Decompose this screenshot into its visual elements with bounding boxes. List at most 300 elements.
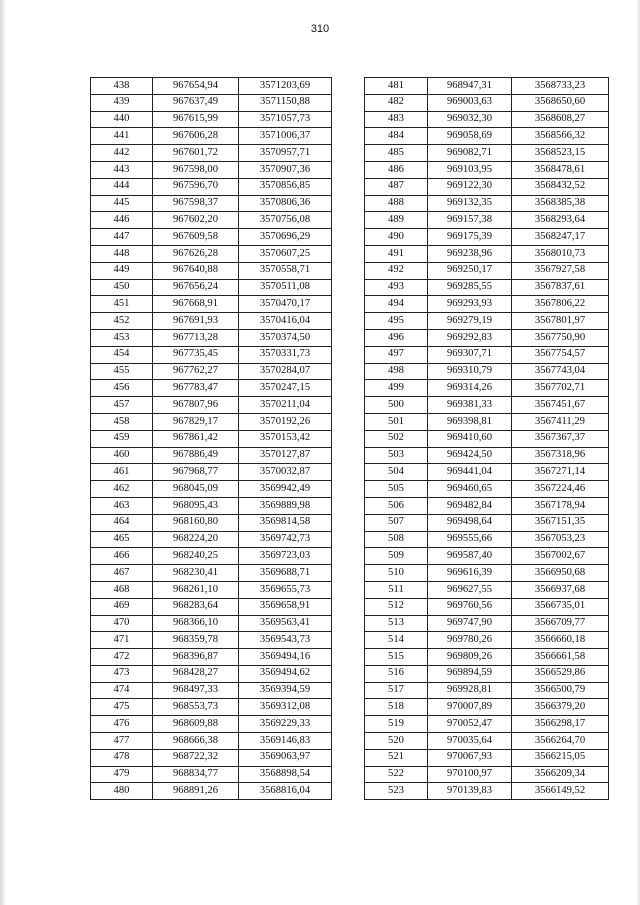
x-coordinate-cell: 969616,39 (428, 565, 512, 582)
x-coordinate-cell: 967615,99 (153, 111, 239, 128)
y-coordinate-cell: 3568293,64 (512, 212, 609, 229)
point-number-cell: 489 (365, 212, 428, 229)
y-coordinate-cell: 3570331,73 (239, 346, 332, 363)
x-coordinate-cell: 968045,09 (153, 481, 239, 498)
table-row (365, 733, 609, 750)
x-coordinate-cell: 968160,80 (153, 514, 239, 531)
y-coordinate-cell: 3568898,54 (239, 766, 332, 783)
point-number-cell: 468 (91, 581, 153, 598)
y-coordinate-cell: 3567367,37 (512, 430, 609, 447)
table-row (91, 531, 332, 548)
y-coordinate-cell: 3570696,29 (239, 229, 332, 246)
table-row (365, 111, 609, 128)
table-row (365, 581, 609, 598)
point-number-cell: 517 (365, 682, 428, 699)
y-coordinate-cell: 3567927,58 (512, 262, 609, 279)
point-number-cell: 443 (91, 161, 153, 178)
x-coordinate-cell: 969928,81 (428, 682, 512, 699)
table-row (91, 195, 332, 212)
table-row (365, 481, 609, 498)
x-coordinate-cell: 967640,88 (153, 262, 239, 279)
y-coordinate-cell: 3570127,87 (239, 447, 332, 464)
point-number-cell: 466 (91, 548, 153, 565)
x-coordinate-cell: 967861,42 (153, 430, 239, 447)
y-coordinate-cell: 3568816,04 (239, 783, 332, 800)
x-coordinate-cell: 969587,40 (428, 548, 512, 565)
x-coordinate-cell: 969285,55 (428, 279, 512, 296)
point-number-cell: 470 (91, 615, 153, 632)
x-coordinate-cell: 969003,63 (428, 94, 512, 111)
y-coordinate-cell: 3569742,73 (239, 531, 332, 548)
y-coordinate-cell: 3567743,04 (512, 363, 609, 380)
table-row (365, 145, 609, 162)
x-coordinate-cell: 967596,70 (153, 178, 239, 195)
table-row (365, 397, 609, 414)
x-coordinate-cell: 969760,56 (428, 598, 512, 615)
point-number-cell: 497 (365, 346, 428, 363)
point-number-cell: 491 (365, 245, 428, 262)
point-number-cell: 459 (91, 430, 153, 447)
y-coordinate-cell: 3569563,41 (239, 615, 332, 632)
y-coordinate-cell: 3569229,33 (239, 716, 332, 733)
point-number-cell: 453 (91, 329, 153, 346)
y-coordinate-cell: 3570856,85 (239, 178, 332, 195)
point-number-cell: 516 (365, 665, 428, 682)
point-number-cell: 445 (91, 195, 153, 212)
x-coordinate-cell: 968095,43 (153, 497, 239, 514)
y-coordinate-cell: 3569494,62 (239, 665, 332, 682)
point-number-cell: 451 (91, 296, 153, 313)
x-coordinate-cell: 970035,64 (428, 733, 512, 750)
point-number-cell: 504 (365, 464, 428, 481)
x-coordinate-cell: 967668,91 (153, 296, 239, 313)
y-coordinate-cell: 3570374,50 (239, 329, 332, 346)
y-coordinate-cell: 3567754,57 (512, 346, 609, 363)
y-coordinate-cell: 3569889,98 (239, 497, 332, 514)
point-number-cell: 452 (91, 313, 153, 330)
y-coordinate-cell: 3568650,60 (512, 94, 609, 111)
point-number-cell: 462 (91, 481, 153, 498)
point-number-cell: 479 (91, 766, 153, 783)
y-coordinate-cell: 3566660,18 (512, 632, 609, 649)
x-coordinate-cell: 969250,17 (428, 262, 512, 279)
table-row (365, 598, 609, 615)
x-coordinate-cell: 969747,90 (428, 615, 512, 632)
x-coordinate-cell: 969381,33 (428, 397, 512, 414)
table-row (91, 145, 332, 162)
x-coordinate-cell: 968428,27 (153, 665, 239, 682)
point-number-cell: 455 (91, 363, 153, 380)
y-coordinate-cell: 3569312,08 (239, 699, 332, 716)
table-row (365, 363, 609, 380)
y-coordinate-cell: 3567151,35 (512, 514, 609, 531)
x-coordinate-cell: 967829,17 (153, 413, 239, 430)
table-row (91, 413, 332, 430)
table-row (365, 413, 609, 430)
point-number-cell: 507 (365, 514, 428, 531)
point-number-cell: 461 (91, 464, 153, 481)
table-row (365, 699, 609, 716)
x-coordinate-cell: 968230,41 (153, 565, 239, 582)
x-coordinate-cell: 970100,97 (428, 766, 512, 783)
point-number-cell: 508 (365, 531, 428, 548)
table-row (365, 565, 609, 582)
point-number-cell: 467 (91, 565, 153, 582)
x-coordinate-cell: 967609,58 (153, 229, 239, 246)
y-coordinate-cell: 3569543,73 (239, 632, 332, 649)
x-coordinate-cell: 967654,94 (153, 78, 239, 95)
x-coordinate-cell: 968283,64 (153, 598, 239, 615)
y-coordinate-cell: 3570511,08 (239, 279, 332, 296)
y-coordinate-cell: 3569723,03 (239, 548, 332, 565)
x-coordinate-cell: 968722,32 (153, 749, 239, 766)
point-number-cell: 487 (365, 178, 428, 195)
point-number-cell: 503 (365, 447, 428, 464)
x-coordinate-cell: 968366,10 (153, 615, 239, 632)
point-number-cell: 441 (91, 128, 153, 145)
y-coordinate-cell: 3568385,38 (512, 195, 609, 212)
point-number-cell: 522 (365, 766, 428, 783)
point-number-cell: 458 (91, 413, 153, 430)
x-coordinate-cell: 969441,04 (428, 464, 512, 481)
point-number-cell: 518 (365, 699, 428, 716)
x-coordinate-cell: 968497,33 (153, 682, 239, 699)
y-coordinate-cell: 3566264,70 (512, 733, 609, 750)
y-coordinate-cell: 3571006,37 (239, 128, 332, 145)
x-coordinate-cell: 968359,78 (153, 632, 239, 649)
y-coordinate-cell: 3567750,90 (512, 329, 609, 346)
y-coordinate-cell: 3568478,61 (512, 161, 609, 178)
y-coordinate-cell: 3567451,67 (512, 397, 609, 414)
y-coordinate-cell: 3570247,15 (239, 380, 332, 397)
x-coordinate-cell: 969238,96 (428, 245, 512, 262)
x-coordinate-cell: 970139,83 (428, 783, 512, 800)
x-coordinate-cell: 968224,20 (153, 531, 239, 548)
table-row (91, 430, 332, 447)
y-coordinate-cell: 3570806,36 (239, 195, 332, 212)
table-row (91, 514, 332, 531)
table-row (365, 380, 609, 397)
y-coordinate-cell: 3568432,52 (512, 178, 609, 195)
table-row (91, 229, 332, 246)
point-number-cell: 498 (365, 363, 428, 380)
table-row (365, 329, 609, 346)
x-coordinate-cell: 969293,93 (428, 296, 512, 313)
point-number-cell: 502 (365, 430, 428, 447)
table-row (91, 481, 332, 498)
point-number-cell: 505 (365, 481, 428, 498)
y-coordinate-cell: 3570211,04 (239, 397, 332, 414)
y-coordinate-cell: 3568523,15 (512, 145, 609, 162)
point-number-cell: 447 (91, 229, 153, 246)
y-coordinate-cell: 3567801,97 (512, 313, 609, 330)
y-coordinate-cell: 3567837,61 (512, 279, 609, 296)
x-coordinate-cell: 967735,45 (153, 346, 239, 363)
table-row (365, 94, 609, 111)
scan-edge-left (0, 0, 6, 905)
x-coordinate-cell: 968891,26 (153, 783, 239, 800)
table-row (365, 279, 609, 296)
x-coordinate-cell: 967783,47 (153, 380, 239, 397)
y-coordinate-cell: 3566298,17 (512, 716, 609, 733)
point-number-cell: 493 (365, 279, 428, 296)
x-coordinate-cell: 967606,28 (153, 128, 239, 145)
y-coordinate-cell: 3567178,94 (512, 497, 609, 514)
point-number-cell: 484 (365, 128, 428, 145)
point-number-cell: 511 (365, 581, 428, 598)
y-coordinate-cell: 3566709,77 (512, 615, 609, 632)
y-coordinate-cell: 3567806,22 (512, 296, 609, 313)
point-number-cell: 456 (91, 380, 153, 397)
point-number-cell: 476 (91, 716, 153, 733)
x-coordinate-cell: 969175,39 (428, 229, 512, 246)
table-row (91, 565, 332, 582)
table-row (365, 649, 609, 666)
x-coordinate-cell: 969157,38 (428, 212, 512, 229)
table-row (91, 279, 332, 296)
point-number-cell: 480 (91, 783, 153, 800)
x-coordinate-cell: 969132,35 (428, 195, 512, 212)
table-row (365, 161, 609, 178)
table-row (365, 615, 609, 632)
y-coordinate-cell: 3569655,73 (239, 581, 332, 598)
point-number-cell: 510 (365, 565, 428, 582)
table-row (91, 397, 332, 414)
table-row (91, 581, 332, 598)
table-row (91, 94, 332, 111)
x-coordinate-cell: 969424,50 (428, 447, 512, 464)
point-number-cell: 442 (91, 145, 153, 162)
y-coordinate-cell: 3566215,05 (512, 749, 609, 766)
point-number-cell: 449 (91, 262, 153, 279)
point-number-cell: 492 (365, 262, 428, 279)
table-row (91, 212, 332, 229)
coordinates-table-left (90, 77, 332, 800)
table-row (91, 111, 332, 128)
table-row (365, 682, 609, 699)
point-number-cell: 496 (365, 329, 428, 346)
y-coordinate-cell: 3567053,23 (512, 531, 609, 548)
table-row (91, 733, 332, 750)
y-coordinate-cell: 3569063,97 (239, 749, 332, 766)
table-row (365, 447, 609, 464)
point-number-cell: 521 (365, 749, 428, 766)
table-row (365, 262, 609, 279)
point-number-cell: 506 (365, 497, 428, 514)
y-coordinate-cell: 3567702,71 (512, 380, 609, 397)
table-row (91, 346, 332, 363)
x-coordinate-cell: 969314,26 (428, 380, 512, 397)
point-number-cell: 450 (91, 279, 153, 296)
y-coordinate-cell: 3570032,87 (239, 464, 332, 481)
x-coordinate-cell: 967598,00 (153, 161, 239, 178)
y-coordinate-cell: 3569394,59 (239, 682, 332, 699)
x-coordinate-cell: 967691,93 (153, 313, 239, 330)
table-row (91, 598, 332, 615)
table-row (91, 665, 332, 682)
x-coordinate-cell: 969122,30 (428, 178, 512, 195)
table-row (365, 430, 609, 447)
y-coordinate-cell: 3567002,67 (512, 548, 609, 565)
table-row (91, 716, 332, 733)
point-number-cell: 520 (365, 733, 428, 750)
table-row (365, 514, 609, 531)
x-coordinate-cell: 969555,66 (428, 531, 512, 548)
x-coordinate-cell: 968609,88 (153, 716, 239, 733)
table-row (91, 363, 332, 380)
table-row (91, 447, 332, 464)
x-coordinate-cell: 968666,38 (153, 733, 239, 750)
x-coordinate-cell: 969082,71 (428, 145, 512, 162)
table-row (91, 497, 332, 514)
x-coordinate-cell: 969310,79 (428, 363, 512, 380)
x-coordinate-cell: 967807,96 (153, 397, 239, 414)
x-coordinate-cell: 967598,37 (153, 195, 239, 212)
y-coordinate-cell: 3566735,01 (512, 598, 609, 615)
point-number-cell: 500 (365, 397, 428, 414)
x-coordinate-cell: 969103,95 (428, 161, 512, 178)
y-coordinate-cell: 3566500,79 (512, 682, 609, 699)
y-coordinate-cell: 3571203,69 (239, 78, 332, 95)
x-coordinate-cell: 967886,49 (153, 447, 239, 464)
x-coordinate-cell: 969279,19 (428, 313, 512, 330)
table-row (365, 749, 609, 766)
point-number-cell: 515 (365, 649, 428, 666)
point-number-cell: 494 (365, 296, 428, 313)
x-coordinate-cell: 968396,87 (153, 649, 239, 666)
x-coordinate-cell: 969398,81 (428, 413, 512, 430)
x-coordinate-cell: 969482,84 (428, 497, 512, 514)
x-coordinate-cell: 968834,77 (153, 766, 239, 783)
table-row (91, 161, 332, 178)
x-coordinate-cell: 969780,26 (428, 632, 512, 649)
point-number-cell: 473 (91, 665, 153, 682)
y-coordinate-cell: 3570756,08 (239, 212, 332, 229)
point-number-cell: 472 (91, 649, 153, 666)
x-coordinate-cell: 967713,28 (153, 329, 239, 346)
x-coordinate-cell: 967601,72 (153, 145, 239, 162)
y-coordinate-cell: 3570153,42 (239, 430, 332, 447)
point-number-cell: 513 (365, 615, 428, 632)
table-row (91, 783, 332, 800)
y-coordinate-cell: 3567411,29 (512, 413, 609, 430)
point-number-cell: 523 (365, 783, 428, 800)
y-coordinate-cell: 3570284,07 (239, 363, 332, 380)
x-coordinate-cell: 967626,28 (153, 245, 239, 262)
table-row (365, 497, 609, 514)
y-coordinate-cell: 3566379,20 (512, 699, 609, 716)
point-number-cell: 471 (91, 632, 153, 649)
y-coordinate-cell: 3568010,73 (512, 245, 609, 262)
table-row (91, 178, 332, 195)
table-row (365, 346, 609, 363)
point-number-cell: 509 (365, 548, 428, 565)
table-row (365, 313, 609, 330)
table-row (91, 78, 332, 95)
table-row (365, 245, 609, 262)
y-coordinate-cell: 3568566,32 (512, 128, 609, 145)
y-coordinate-cell: 3569658,91 (239, 598, 332, 615)
point-number-cell: 454 (91, 346, 153, 363)
x-coordinate-cell: 969627,55 (428, 581, 512, 598)
point-number-cell: 463 (91, 497, 153, 514)
x-coordinate-cell: 969292,83 (428, 329, 512, 346)
x-coordinate-cell: 969410,60 (428, 430, 512, 447)
x-coordinate-cell: 970067,93 (428, 749, 512, 766)
page-number: 310 (310, 23, 330, 35)
x-coordinate-cell: 967656,24 (153, 279, 239, 296)
table-row (365, 716, 609, 733)
x-coordinate-cell: 969460,65 (428, 481, 512, 498)
point-number-cell: 514 (365, 632, 428, 649)
y-coordinate-cell: 3570416,04 (239, 313, 332, 330)
x-coordinate-cell: 968240,25 (153, 548, 239, 565)
point-number-cell: 486 (365, 161, 428, 178)
x-coordinate-cell: 969307,71 (428, 346, 512, 363)
y-coordinate-cell: 3567224,46 (512, 481, 609, 498)
y-coordinate-cell: 3570907,36 (239, 161, 332, 178)
table-row (91, 329, 332, 346)
point-number-cell: 440 (91, 111, 153, 128)
x-coordinate-cell: 967762,27 (153, 363, 239, 380)
x-coordinate-cell: 969498,64 (428, 514, 512, 531)
table-row (365, 195, 609, 212)
point-number-cell: 499 (365, 380, 428, 397)
point-number-cell: 448 (91, 245, 153, 262)
table-row (365, 531, 609, 548)
table-row (91, 464, 332, 481)
table-row (91, 699, 332, 716)
x-coordinate-cell: 969809,26 (428, 649, 512, 666)
x-coordinate-cell: 970052,47 (428, 716, 512, 733)
y-coordinate-cell: 3570607,25 (239, 245, 332, 262)
table-row (365, 78, 609, 95)
scan-edge-right (636, 0, 640, 905)
point-number-cell: 495 (365, 313, 428, 330)
y-coordinate-cell: 3567318,96 (512, 447, 609, 464)
y-coordinate-cell: 3568608,27 (512, 111, 609, 128)
y-coordinate-cell: 3566149,52 (512, 783, 609, 800)
y-coordinate-cell: 3569688,71 (239, 565, 332, 582)
y-coordinate-cell: 3568733,23 (512, 78, 609, 95)
x-coordinate-cell: 968553,73 (153, 699, 239, 716)
point-number-cell: 446 (91, 212, 153, 229)
point-number-cell: 512 (365, 598, 428, 615)
point-number-cell: 465 (91, 531, 153, 548)
x-coordinate-cell: 967968,77 (153, 464, 239, 481)
point-number-cell: 457 (91, 397, 153, 414)
table-row (91, 632, 332, 649)
table-row (91, 245, 332, 262)
table-row (91, 296, 332, 313)
point-number-cell: 444 (91, 178, 153, 195)
table-row (91, 749, 332, 766)
y-coordinate-cell: 3570192,26 (239, 413, 332, 430)
y-coordinate-cell: 3568247,17 (512, 229, 609, 246)
table-row (91, 313, 332, 330)
table-row (365, 229, 609, 246)
x-coordinate-cell: 969894,59 (428, 665, 512, 682)
table-row (91, 128, 332, 145)
point-number-cell: 501 (365, 413, 428, 430)
point-number-cell: 474 (91, 682, 153, 699)
y-coordinate-cell: 3566529,86 (512, 665, 609, 682)
table-row (365, 212, 609, 229)
y-coordinate-cell: 3570558,71 (239, 262, 332, 279)
x-coordinate-cell: 967637,49 (153, 94, 239, 111)
y-coordinate-cell: 3566937,68 (512, 581, 609, 598)
table-row (365, 296, 609, 313)
